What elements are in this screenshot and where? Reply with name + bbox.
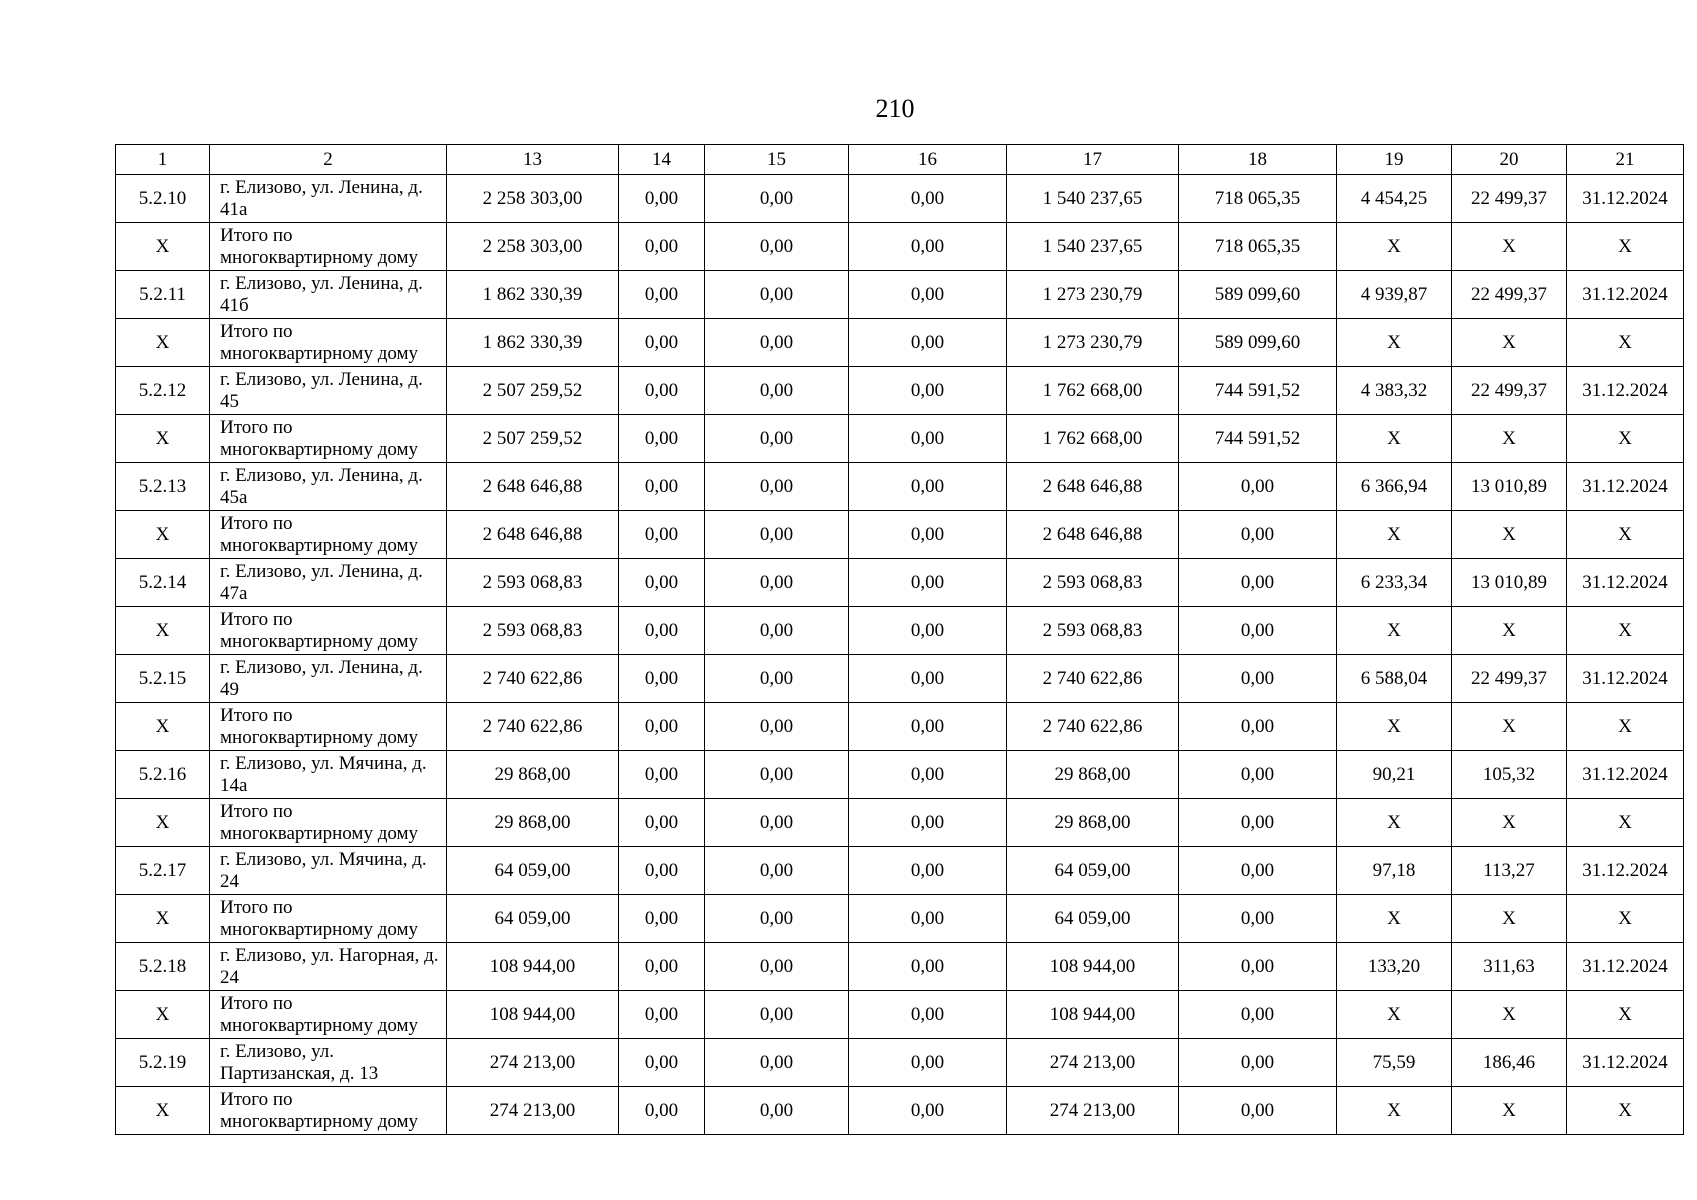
table-cell: 0,00 bbox=[1179, 511, 1337, 559]
table-cell: 2 507 259,52 bbox=[447, 415, 619, 463]
table-cell: 22 499,37 bbox=[1452, 175, 1567, 223]
table-cell: 31.12.2024 bbox=[1567, 751, 1684, 799]
table-cell: 31.12.2024 bbox=[1567, 271, 1684, 319]
table-cell: 2 740 622,86 bbox=[447, 703, 619, 751]
table-cell: 0,00 bbox=[705, 463, 849, 511]
table-cell: 108 944,00 bbox=[447, 991, 619, 1039]
table-cell: 0,00 bbox=[705, 799, 849, 847]
table-cell: 0,00 bbox=[1179, 943, 1337, 991]
row-number-cell: 5.2.10 bbox=[116, 175, 210, 223]
column-header: 14 bbox=[619, 145, 705, 175]
row-number-cell: 5.2.13 bbox=[116, 463, 210, 511]
table-cell: Х bbox=[1452, 1087, 1567, 1135]
table-cell: 113,27 bbox=[1452, 847, 1567, 895]
table-row bbox=[116, 847, 1684, 895]
column-header: 18 bbox=[1179, 145, 1337, 175]
table-cell: 13 010,89 bbox=[1452, 463, 1567, 511]
table-cell: Х bbox=[1452, 799, 1567, 847]
table-cell: 31.12.2024 bbox=[1567, 175, 1684, 223]
table-row bbox=[116, 319, 1684, 367]
table-row bbox=[116, 991, 1684, 1039]
address-cell: Итого по многоквартирному дому bbox=[210, 511, 447, 559]
page-number: 210 bbox=[875, 94, 915, 123]
table-cell: 105,32 bbox=[1452, 751, 1567, 799]
row-number-cell: Х bbox=[116, 607, 210, 655]
address-cell: г. Елизово, ул. Партизанская, д. 13 bbox=[210, 1039, 447, 1087]
table-cell: 744 591,52 bbox=[1179, 367, 1337, 415]
address-cell: г. Елизово, ул. Ленина, д. 41а bbox=[210, 175, 447, 223]
table-cell: 0,00 bbox=[1179, 463, 1337, 511]
column-header: 1 bbox=[116, 145, 210, 175]
table-cell: 90,21 bbox=[1337, 751, 1452, 799]
table-cell: 64 059,00 bbox=[1007, 895, 1179, 943]
table-cell: 1 762 668,00 bbox=[1007, 415, 1179, 463]
table-cell: 0,00 bbox=[1179, 655, 1337, 703]
address-cell: Итого по многоквартирному дому bbox=[210, 415, 447, 463]
table-cell: 0,00 bbox=[619, 175, 705, 223]
row-number-cell: 5.2.14 bbox=[116, 559, 210, 607]
table-cell: 2 740 622,86 bbox=[1007, 703, 1179, 751]
table-cell: 311,63 bbox=[1452, 943, 1567, 991]
table-cell: 0,00 bbox=[619, 607, 705, 655]
table-cell: 0,00 bbox=[705, 559, 849, 607]
table-cell: 0,00 bbox=[849, 1039, 1007, 1087]
table-row bbox=[116, 1087, 1684, 1135]
table-cell: 0,00 bbox=[619, 895, 705, 943]
row-number-cell: 5.2.17 bbox=[116, 847, 210, 895]
table-cell: 0,00 bbox=[705, 607, 849, 655]
row-number-cell: Х bbox=[116, 511, 210, 559]
row-number-cell: 5.2.12 bbox=[116, 367, 210, 415]
table-cell: 1 273 230,79 bbox=[1007, 319, 1179, 367]
table-cell: Х bbox=[1452, 511, 1567, 559]
table-cell: 718 065,35 bbox=[1179, 223, 1337, 271]
table-cell: 1 273 230,79 bbox=[1007, 271, 1179, 319]
table-cell: 0,00 bbox=[619, 319, 705, 367]
table-cell: Х bbox=[1452, 703, 1567, 751]
row-number-cell: Х bbox=[116, 991, 210, 1039]
table-cell: 1 862 330,39 bbox=[447, 271, 619, 319]
table-cell: 0,00 bbox=[849, 799, 1007, 847]
table-cell: 274 213,00 bbox=[447, 1039, 619, 1087]
header-row bbox=[116, 145, 1684, 175]
table-cell: Х bbox=[1337, 1087, 1452, 1135]
table-cell: 0,00 bbox=[1179, 847, 1337, 895]
table-cell: 31.12.2024 bbox=[1567, 463, 1684, 511]
table-cell: 75,59 bbox=[1337, 1039, 1452, 1087]
table-cell: 22 499,37 bbox=[1452, 367, 1567, 415]
table-row bbox=[116, 895, 1684, 943]
table-row bbox=[116, 223, 1684, 271]
table-cell: 31.12.2024 bbox=[1567, 1039, 1684, 1087]
table-cell: Х bbox=[1452, 895, 1567, 943]
table-cell: Х bbox=[1567, 703, 1684, 751]
address-cell: г. Елизово, ул. Мячина, д. 14а bbox=[210, 751, 447, 799]
table-cell: 0,00 bbox=[705, 1087, 849, 1135]
table-cell: 2 648 646,88 bbox=[1007, 463, 1179, 511]
address-cell: Итого по многоквартирному дому bbox=[210, 703, 447, 751]
table-cell: 744 591,52 bbox=[1179, 415, 1337, 463]
table-cell: 13 010,89 bbox=[1452, 559, 1567, 607]
column-header: 16 bbox=[849, 145, 1007, 175]
address-cell: Итого по многоквартирному дому bbox=[210, 799, 447, 847]
table-cell: 0,00 bbox=[705, 895, 849, 943]
table-cell: 0,00 bbox=[619, 943, 705, 991]
table-cell: 274 213,00 bbox=[1007, 1087, 1179, 1135]
table-cell: 0,00 bbox=[1179, 703, 1337, 751]
table-cell: 274 213,00 bbox=[1007, 1039, 1179, 1087]
table-cell: 1 540 237,65 bbox=[1007, 175, 1179, 223]
table-cell: 31.12.2024 bbox=[1567, 847, 1684, 895]
table-cell: 0,00 bbox=[849, 463, 1007, 511]
data-table bbox=[115, 144, 1684, 1135]
table-cell: Х bbox=[1452, 607, 1567, 655]
table-cell: 1 762 668,00 bbox=[1007, 367, 1179, 415]
table-cell: Х bbox=[1337, 895, 1452, 943]
table-cell: 6 233,34 bbox=[1337, 559, 1452, 607]
table-cell: 0,00 bbox=[705, 991, 849, 1039]
table-cell: 0,00 bbox=[849, 895, 1007, 943]
table-cell: 0,00 bbox=[1179, 799, 1337, 847]
table-cell: 0,00 bbox=[1179, 895, 1337, 943]
table-cell: 108 944,00 bbox=[447, 943, 619, 991]
table-row bbox=[116, 751, 1684, 799]
row-number-cell: Х bbox=[116, 799, 210, 847]
table-cell: 31.12.2024 bbox=[1567, 367, 1684, 415]
table-cell: 0,00 bbox=[849, 991, 1007, 1039]
table-cell: 6 588,04 bbox=[1337, 655, 1452, 703]
table-row bbox=[116, 799, 1684, 847]
table-row bbox=[116, 463, 1684, 511]
table-cell: 2 258 303,00 bbox=[447, 223, 619, 271]
table-cell: 0,00 bbox=[1179, 1039, 1337, 1087]
table-cell: Х bbox=[1567, 223, 1684, 271]
column-header: 2 bbox=[210, 145, 447, 175]
table-cell: 2 593 068,83 bbox=[1007, 559, 1179, 607]
table-cell: Х bbox=[1337, 223, 1452, 271]
table-cell: 108 944,00 bbox=[1007, 991, 1179, 1039]
table-cell: 0,00 bbox=[1179, 1087, 1337, 1135]
table-cell: 31.12.2024 bbox=[1567, 559, 1684, 607]
table-cell: 133,20 bbox=[1337, 943, 1452, 991]
table-cell: 0,00 bbox=[849, 271, 1007, 319]
table-cell: 0,00 bbox=[619, 511, 705, 559]
address-cell: Итого по многоквартирному дому bbox=[210, 991, 447, 1039]
table-cell: 0,00 bbox=[849, 175, 1007, 223]
table-cell: 0,00 bbox=[705, 367, 849, 415]
table-cell: Х bbox=[1567, 799, 1684, 847]
address-cell: г. Елизово, ул. Нагорная, д. 24 bbox=[210, 943, 447, 991]
table-cell: 0,00 bbox=[849, 943, 1007, 991]
table-cell: 0,00 bbox=[1179, 991, 1337, 1039]
table-cell: 108 944,00 bbox=[1007, 943, 1179, 991]
table-cell: 0,00 bbox=[849, 751, 1007, 799]
table-cell: Х bbox=[1452, 991, 1567, 1039]
table-cell: 2 593 068,83 bbox=[447, 607, 619, 655]
table-cell: 29 868,00 bbox=[1007, 799, 1179, 847]
table-cell: 0,00 bbox=[849, 1087, 1007, 1135]
table-cell: 0,00 bbox=[705, 703, 849, 751]
table-cell: 0,00 bbox=[705, 1039, 849, 1087]
table-cell: 4 383,32 bbox=[1337, 367, 1452, 415]
table-cell: 0,00 bbox=[619, 799, 705, 847]
table-cell: 0,00 bbox=[849, 559, 1007, 607]
table-cell: 64 059,00 bbox=[447, 847, 619, 895]
column-header: 21 bbox=[1567, 145, 1684, 175]
table-cell: Х bbox=[1337, 319, 1452, 367]
table-row bbox=[116, 1039, 1684, 1087]
table-cell: 0,00 bbox=[849, 415, 1007, 463]
table-cell: 4 454,25 bbox=[1337, 175, 1452, 223]
table-cell: 0,00 bbox=[849, 703, 1007, 751]
table-cell: 0,00 bbox=[705, 751, 849, 799]
table-cell: 64 059,00 bbox=[447, 895, 619, 943]
table-cell: 0,00 bbox=[849, 223, 1007, 271]
address-cell: Итого по многоквартирному дому bbox=[210, 1087, 447, 1135]
table-cell: 186,46 bbox=[1452, 1039, 1567, 1087]
table-cell: 1 540 237,65 bbox=[1007, 223, 1179, 271]
table-cell: Х bbox=[1337, 415, 1452, 463]
address-cell: г. Елизово, ул. Ленина, д. 41б bbox=[210, 271, 447, 319]
table-cell: 0,00 bbox=[705, 943, 849, 991]
row-number-cell: Х bbox=[116, 415, 210, 463]
row-number-cell: 5.2.16 bbox=[116, 751, 210, 799]
table-cell: 31.12.2024 bbox=[1567, 655, 1684, 703]
table-cell: Х bbox=[1337, 991, 1452, 1039]
row-number-cell: 5.2.18 bbox=[116, 943, 210, 991]
address-cell: г. Елизово, ул. Ленина, д. 49 bbox=[210, 655, 447, 703]
table-cell: 29 868,00 bbox=[447, 751, 619, 799]
table-cell: Х bbox=[1567, 511, 1684, 559]
table-cell: Х bbox=[1567, 895, 1684, 943]
table-cell: 0,00 bbox=[705, 415, 849, 463]
table-cell: 0,00 bbox=[619, 655, 705, 703]
address-cell: Итого по многоквартирному дому bbox=[210, 319, 447, 367]
column-header: 13 bbox=[447, 145, 619, 175]
table-cell: 589 099,60 bbox=[1179, 319, 1337, 367]
table-cell: 4 939,87 bbox=[1337, 271, 1452, 319]
table-cell: 29 868,00 bbox=[1007, 751, 1179, 799]
table-cell: 29 868,00 bbox=[447, 799, 619, 847]
table-cell: 2 507 259,52 bbox=[447, 367, 619, 415]
table-cell: 0,00 bbox=[619, 1087, 705, 1135]
table-cell: 31.12.2024 bbox=[1567, 943, 1684, 991]
row-number-cell: 5.2.19 bbox=[116, 1039, 210, 1087]
table-cell: 64 059,00 bbox=[1007, 847, 1179, 895]
address-cell: Итого по многоквартирному дому bbox=[210, 607, 447, 655]
table-row bbox=[116, 367, 1684, 415]
table-cell: 0,00 bbox=[849, 655, 1007, 703]
table-cell: 0,00 bbox=[619, 559, 705, 607]
table-row bbox=[116, 943, 1684, 991]
table-cell: Х bbox=[1452, 319, 1567, 367]
row-number-cell: Х bbox=[116, 1087, 210, 1135]
table-cell: 0,00 bbox=[849, 511, 1007, 559]
table-cell: 0,00 bbox=[619, 703, 705, 751]
table-body bbox=[116, 175, 1684, 1135]
table-cell: 589 099,60 bbox=[1179, 271, 1337, 319]
table-cell: 22 499,37 bbox=[1452, 271, 1567, 319]
table-cell: 0,00 bbox=[619, 415, 705, 463]
table-cell: 0,00 bbox=[849, 319, 1007, 367]
table-cell: Х bbox=[1452, 223, 1567, 271]
column-header: 19 bbox=[1337, 145, 1452, 175]
table-cell: 0,00 bbox=[705, 223, 849, 271]
table-cell: 6 366,94 bbox=[1337, 463, 1452, 511]
table-cell: 97,18 bbox=[1337, 847, 1452, 895]
table-cell: 0,00 bbox=[849, 607, 1007, 655]
table-cell: 0,00 bbox=[619, 271, 705, 319]
table-cell: Х bbox=[1567, 991, 1684, 1039]
table-cell: 0,00 bbox=[705, 271, 849, 319]
address-cell: г. Елизово, ул. Мячина, д. 24 bbox=[210, 847, 447, 895]
table-cell: 1 862 330,39 bbox=[447, 319, 619, 367]
table-cell: 0,00 bbox=[705, 175, 849, 223]
table-cell: 0,00 bbox=[619, 463, 705, 511]
table-cell: 0,00 bbox=[705, 655, 849, 703]
table-cell: 0,00 bbox=[1179, 751, 1337, 799]
column-header: 17 bbox=[1007, 145, 1179, 175]
table-cell: Х bbox=[1452, 415, 1567, 463]
table-cell: 0,00 bbox=[619, 991, 705, 1039]
table-cell: 2 593 068,83 bbox=[1007, 607, 1179, 655]
table-cell: Х bbox=[1337, 607, 1452, 655]
row-number-cell: Х bbox=[116, 895, 210, 943]
table-cell: 2 648 646,88 bbox=[447, 463, 619, 511]
table-cell: 0,00 bbox=[619, 223, 705, 271]
table-cell: 0,00 bbox=[619, 367, 705, 415]
table-cell: 2 740 622,86 bbox=[1007, 655, 1179, 703]
table-cell: Х bbox=[1337, 511, 1452, 559]
table-row bbox=[116, 559, 1684, 607]
address-cell: г. Елизово, ул. Ленина, д. 47а bbox=[210, 559, 447, 607]
row-number-cell: Х bbox=[116, 703, 210, 751]
table-cell: 0,00 bbox=[705, 511, 849, 559]
table-row bbox=[116, 175, 1684, 223]
column-header: 15 bbox=[705, 145, 849, 175]
address-cell: г. Елизово, ул. Ленина, д. 45 bbox=[210, 367, 447, 415]
table-cell: 718 065,35 bbox=[1179, 175, 1337, 223]
address-cell: Итого по многоквартирному дому bbox=[210, 223, 447, 271]
address-cell: г. Елизово, ул. Ленина, д. 45а bbox=[210, 463, 447, 511]
row-number-cell: 5.2.15 bbox=[116, 655, 210, 703]
row-number-cell: Х bbox=[116, 319, 210, 367]
table-row bbox=[116, 415, 1684, 463]
table-cell: 2 648 646,88 bbox=[447, 511, 619, 559]
table-cell: 0,00 bbox=[849, 367, 1007, 415]
table-cell: 0,00 bbox=[1179, 559, 1337, 607]
row-number-cell: Х bbox=[116, 223, 210, 271]
table-cell: 0,00 bbox=[619, 847, 705, 895]
table-cell: 0,00 bbox=[705, 847, 849, 895]
table-cell: 22 499,37 bbox=[1452, 655, 1567, 703]
table-cell: Х bbox=[1567, 607, 1684, 655]
column-header: 20 bbox=[1452, 145, 1567, 175]
table-cell: 2 740 622,86 bbox=[447, 655, 619, 703]
table-cell: Х bbox=[1337, 703, 1452, 751]
row-number-cell: 5.2.11 bbox=[116, 271, 210, 319]
table-row bbox=[116, 607, 1684, 655]
table-row bbox=[116, 703, 1684, 751]
table-cell: Х bbox=[1567, 415, 1684, 463]
table-cell: 2 258 303,00 bbox=[447, 175, 619, 223]
table-cell: 274 213,00 bbox=[447, 1087, 619, 1135]
table-cell: 0,00 bbox=[619, 751, 705, 799]
table-row bbox=[116, 511, 1684, 559]
address-cell: Итого по многоквартирному дому bbox=[210, 895, 447, 943]
table-row bbox=[116, 271, 1684, 319]
table-cell: 0,00 bbox=[705, 319, 849, 367]
table-cell: Х bbox=[1337, 799, 1452, 847]
table-row bbox=[116, 655, 1684, 703]
table-cell: 0,00 bbox=[849, 847, 1007, 895]
table-cell: Х bbox=[1567, 1087, 1684, 1135]
table-cell: 2 648 646,88 bbox=[1007, 511, 1179, 559]
table-cell: 0,00 bbox=[619, 1039, 705, 1087]
table-cell: 2 593 068,83 bbox=[447, 559, 619, 607]
table-cell: Х bbox=[1567, 319, 1684, 367]
table-cell: 0,00 bbox=[1179, 607, 1337, 655]
